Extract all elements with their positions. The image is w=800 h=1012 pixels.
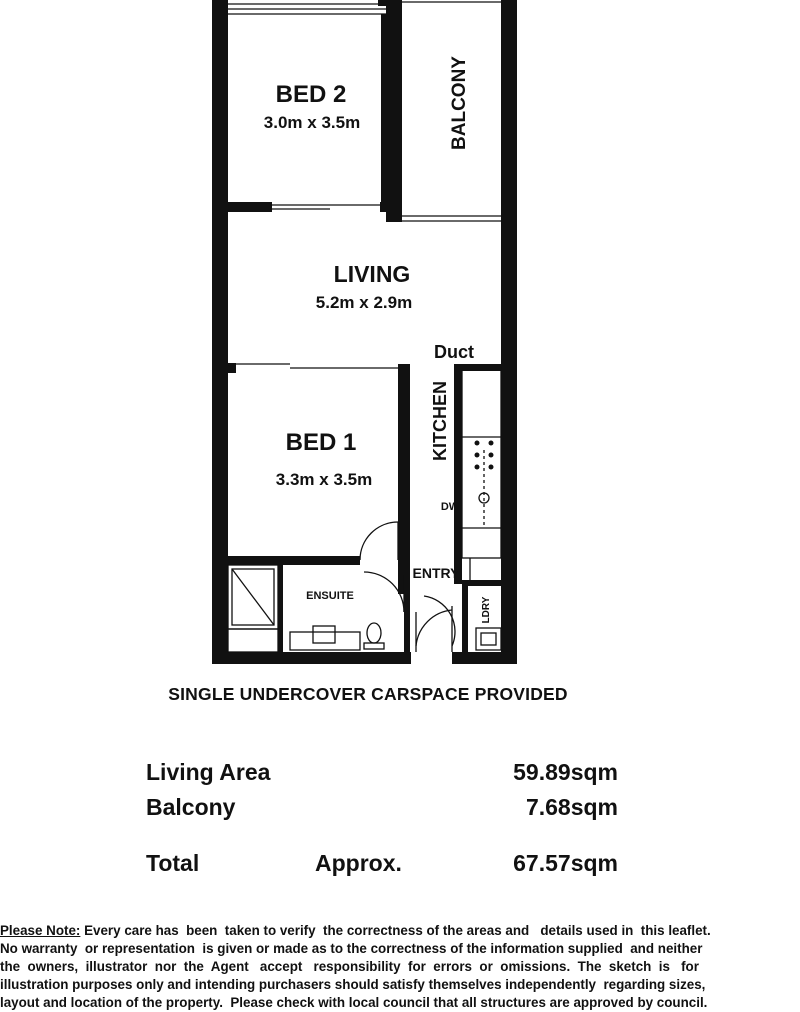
bed2-name: BED 2: [275, 81, 347, 108]
kitchen-bench: [462, 368, 501, 580]
total-area-value: 67.57sqm: [513, 850, 618, 876]
living-area-row: [146, 759, 618, 789]
ensuite: [228, 565, 404, 652]
bed1-name: BED 1: [285, 429, 357, 456]
balcony-area-label: Balcony: [146, 794, 236, 820]
living-size: 5.2m x 2.9m: [315, 293, 413, 312]
dw-name: DW: [440, 501, 460, 513]
duct-name: Duct: [434, 342, 474, 362]
total-approx-label: Approx.: [315, 850, 402, 876]
disclaimer-line-4: illustration purposes only and intending purchasers should satisfy themselves independently regarding sizes,: [0, 977, 706, 992]
disclaimer-line-3: the owners, illustrator nor the Agent accept responsibility for errors or omissions. The sketch is for: [0, 959, 699, 974]
carspace-note: SINGLE UNDERCOVER CARSPACE PROVIDED: [168, 684, 568, 704]
entry-door: [416, 596, 455, 652]
bed1-size: 3.3m x 3.5m: [275, 470, 373, 489]
ldry-name: LDRY: [481, 596, 492, 624]
top-window: [228, 2, 501, 14]
disclaimer-heading: Please Note:: [0, 923, 81, 938]
balcony-area-row: [146, 794, 618, 824]
ensuite-walls: [278, 565, 410, 652]
laundry-tub: [476, 628, 501, 650]
living-area-value: 59.89sqm: [513, 759, 618, 785]
entry-name: ENTRY: [412, 565, 460, 581]
disclaimer-note: [0, 922, 800, 1012]
living-name: LIVING: [333, 261, 411, 287]
total-area-label: Total: [146, 850, 200, 876]
disclaimer-line-5: layout and location of the property. Please check with local council that all structures are approved by council.: [0, 995, 708, 1010]
duct-walls: [454, 364, 501, 584]
balcony-area-value: 7.68sqm: [525, 794, 618, 820]
total-area-row: [146, 850, 618, 880]
cooktop: [475, 441, 494, 470]
disclaimer-line-2: No warranty or representation is given or made as to the correctness of the information supplied and neither: [0, 941, 703, 956]
bed2-size: 3.0m x 3.5m: [263, 113, 361, 132]
disclaimer-line-1-text: Every care has been taken to verify the correctness of the areas and details used in this leaflet.: [80, 923, 711, 938]
living-area-label: Living Area: [146, 759, 271, 785]
kitchen-name: KITCHEN: [430, 381, 450, 461]
bed1-door: [360, 522, 398, 560]
disclaimer-line-1: [0, 922, 800, 940]
balcony-name: BALCONY: [449, 56, 470, 150]
ensuite-name: ENSUITE: [306, 590, 354, 602]
